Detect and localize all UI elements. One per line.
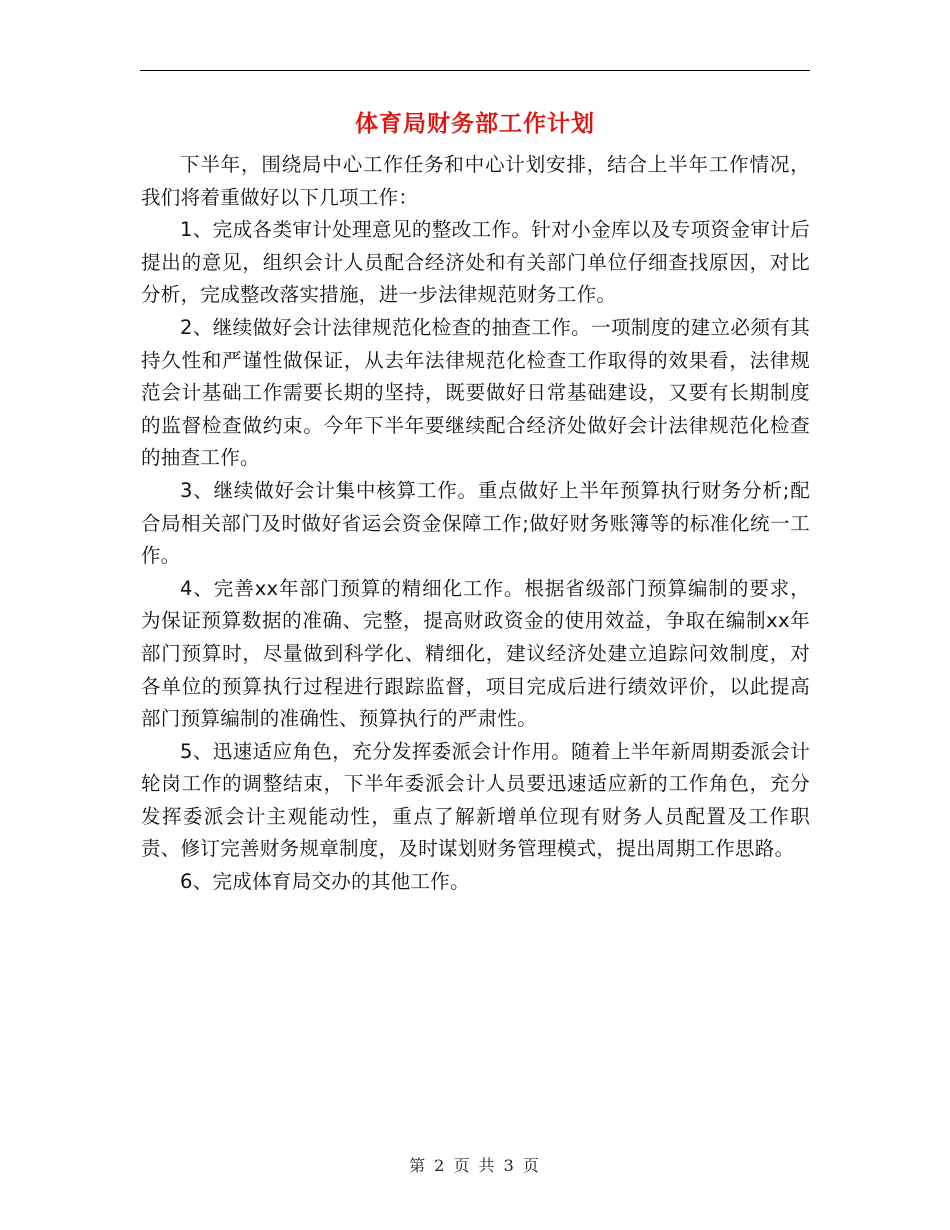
paragraph-item-4: 4、完善xx年部门预算的精细化工作。根据省级部门预算编制的要求，为保证预算数据的准确、完整，提高财政资金的使用效益，争取在编制xx年部门预算时，尽量做到科学化、精细化，建议经济处建立追踪问效制度，对各单位的预算执行过程进行跟踪监督，项目完成后进行绩效评价，以此提高部门预算编制的准确性、预算执行的严肃性。	[141, 576, 810, 731]
paragraph-item-2: 2、继续做好会计法律规范化检查的抽查工作。一项制度的建立必须有其持久性和严谨性做保证，从去年法律规范化检查工作取得的效果看，法律规范会计基础工作需要长期的坚持，既要做好日常基础建设，又要有长期制度的监督检查做约束。今年下半年要继续配合经济处做好会计法律规范化检查的抽查工作。	[141, 315, 810, 470]
header-rule	[140, 70, 810, 71]
paragraph-intro: 下半年，围绕局中心工作任务和中心计划安排，结合上半年工作情况，我们将着重做好以下几项工作：	[141, 153, 810, 209]
paragraph-item-5: 5、迅速适应角色，充分发挥委派会计作用。随着上半年新周期委派会计轮岗工作的调整结束，下半年委派会计人员要迅速适应新的工作角色，充分发挥委派会计主观能动性，重点了解新增单位现有财务人员配置及工作职责、修订完善财务规章制度，及时谋划财务管理模式，提出周期工作思路。	[141, 739, 810, 861]
page-number-footer: 第 2 页 共 3 页	[409, 1156, 541, 1175]
paragraph-item-3: 3、继续做好会计集中核算工作。重点做好上半年预算执行财务分析;配合局相关部门及时做好省运会资金保障工作;做好财务账簿等的标准化统一工作。	[141, 478, 810, 568]
document-body	[141, 149, 810, 899]
paragraph-item-1: 1、完成各类审计处理意见的整改工作。针对小金库以及专项资金审计后提出的意见，组织会计人员配合经济处和有关部门单位仔细查找原因，对比分析，完成整改落实措施，进一步法律规范财务工作。	[141, 218, 810, 307]
document-title: 体育局财务部工作计划	[355, 111, 595, 137]
paragraph-item-6: 6、完成体育局交办的其他工作。	[180, 870, 470, 894]
